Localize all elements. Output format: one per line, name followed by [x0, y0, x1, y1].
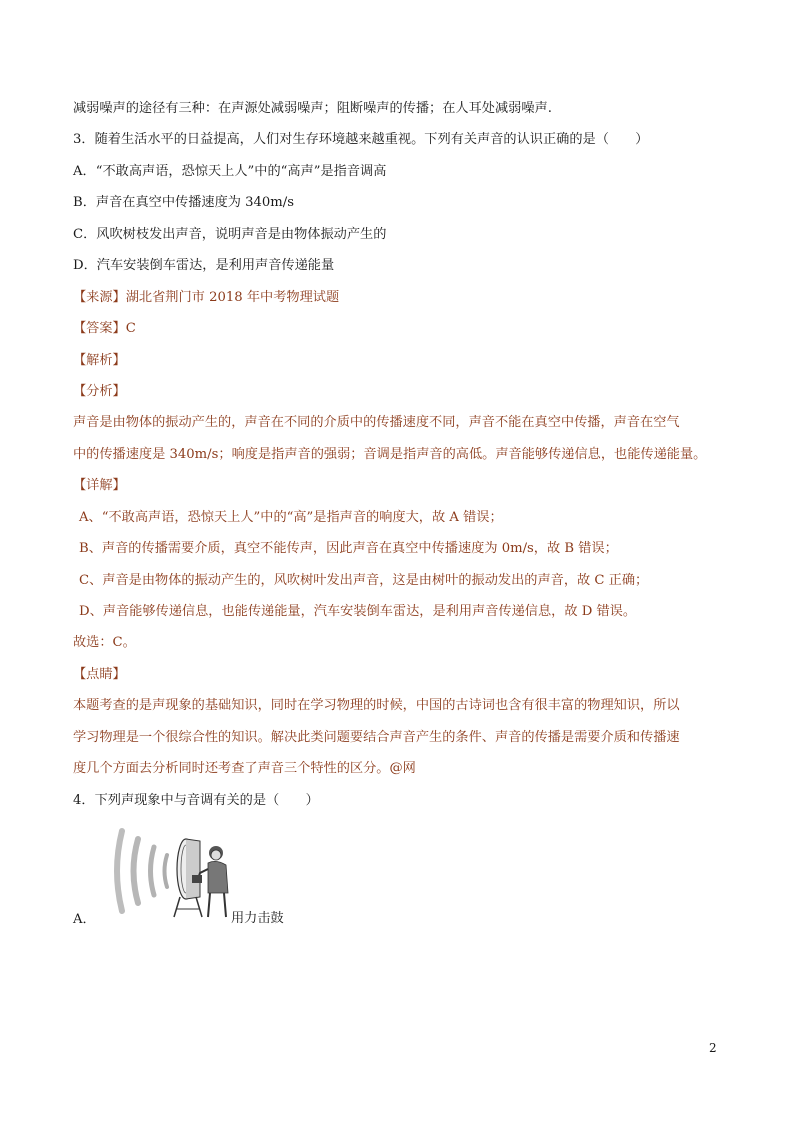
comment-line-3: 度几个方面去分析同时还考查了声音三个特性的区分。@网 [73, 761, 416, 776]
analysis-heading: 【分析】 [73, 384, 126, 399]
source-label: 【来源】 [73, 290, 126, 305]
q3-option-d: D．汽车安装倒车雷达，是利用声音传递能量 [73, 258, 335, 273]
q3-option-b: B．声音在真空中传播速度为 340m/s [73, 195, 295, 210]
comment-line-2: 学习物理是一个很综合性的知识。解决此类问题要结合声音产生的条件、声音的传播是需要介质和传播速 [73, 730, 680, 745]
drum-illustration [104, 823, 234, 919]
q4-option-a-caption: 用力击鼓 [231, 911, 284, 926]
q4-option-a-label: A． [73, 912, 96, 927]
source-line [73, 289, 733, 307]
question-4-stem: 4．下列声现象中与音调有关的是（ ） [73, 793, 319, 808]
comment-line-1: 本题考查的是声现象的基础知识，同时在学习物理的时候，中国的古诗词也含有很丰富的物理知识，所以 [73, 698, 680, 713]
explanation-heading: 【解析】 [73, 353, 126, 368]
question-3-stem: 3．随着生活水平的日益提高，人们对生存环境越来越重视。下列有关声音的认识正确的是（ ） [73, 132, 649, 147]
conclusion: 故选：C。 [73, 635, 136, 650]
q3-option-c: C．风吹树枝发出声音，说明声音是由物体振动产生的 [73, 227, 387, 242]
analysis-line-1: 声音是由物体的振动产生的，声音在不同的介质中的传播速度不同，声音不能在真空中传播，声音在空气 [73, 415, 680, 430]
detail-line-b: B、声音的传播需要介质，真空不能传声，因此声音在真空中传播速度为 0m/s，故 B 错误； [79, 541, 618, 556]
detail-heading: 【详解】 [73, 478, 126, 493]
detail-line-d: D、声音能够传递信息，也能传递能量，汽车安装倒车雷达，是利用声音传递信息，故 D 错误。 [79, 604, 637, 619]
intro-text: 减弱噪声的途径有三种：在声源处减弱噪声；阻断噪声的传播；在人耳处减弱噪声. [73, 101, 552, 116]
detail-line-a: A、“不敢高声语，恐惊天上人”中的“高”是指声音的响度大，故 A 错误； [79, 510, 503, 525]
q3-option-a: A．“不敢高声语，恐惊天上人”中的“高声”是指音调高 [73, 164, 387, 179]
comment-heading: 【点睛】 [73, 667, 126, 682]
page-number: 2 [709, 1041, 717, 1055]
analysis-line-2: 中的传播速度是 340m/s；响度是指声音的强弱；音调是指声音的高低。声音能够传递信息，也能传递能量。 [73, 447, 707, 462]
source-text: 湖北省荆门市 2018 年中考物理试题 [125, 290, 340, 305]
answer-line: 【答案】C [73, 321, 136, 336]
detail-line-c: C、声音是由物体的振动产生的，风吹树叶发出声音，这是由树叶的振动发出的声音，故 C 正确； [79, 573, 649, 588]
